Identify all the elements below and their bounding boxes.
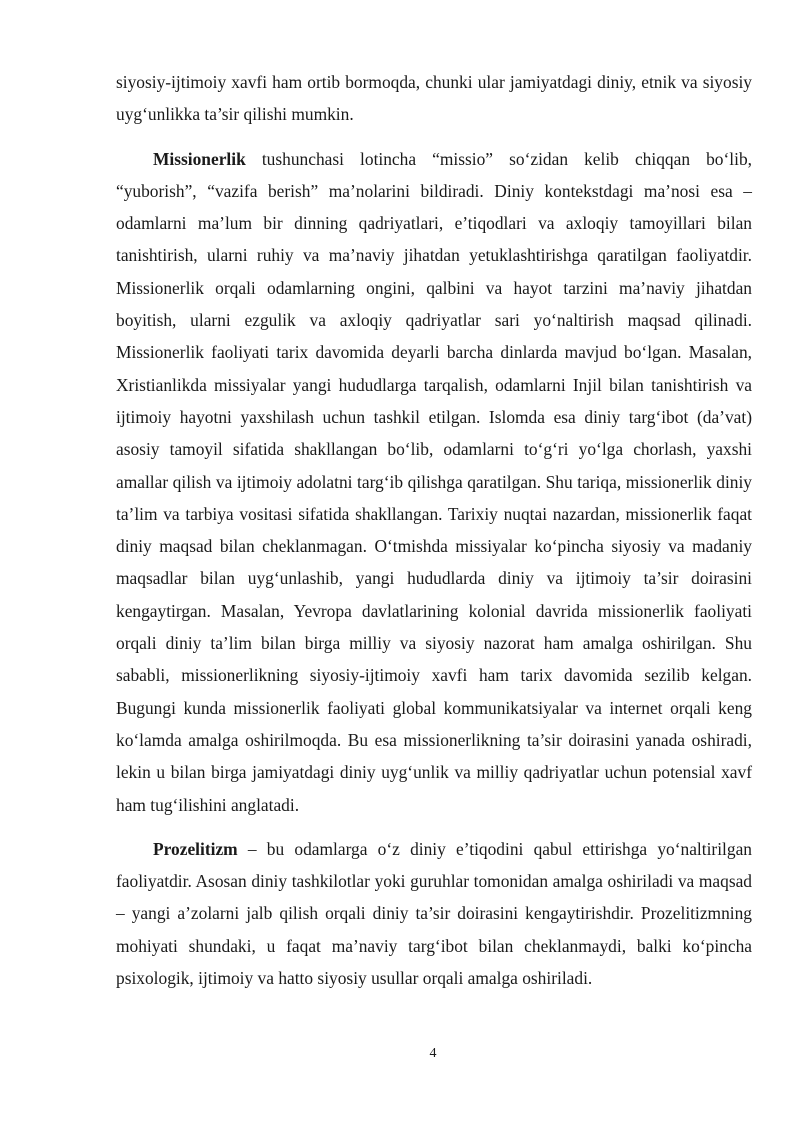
term-heading: Prozelitizm (153, 838, 238, 859)
paragraph-text: – bu odamlarga o‘z diniy e’tiqodini qabul ettirishga yo‘naltirilgan faoliyatdir. Asosan diniy tashkilotlar yoki guruhlar tomonidan amalga oshiriladi va maqsad – yangi a’zolarni jalb qilish orqali diniy ta’sir doirasini kengaytirishdir. Prozelitizmning mohiyati shundaki, u faqat ma’naviy targ‘ibot bilan cheklanmaydi, balki ko‘pincha psixologik, ijtimoiy va hatto siyosiy usullar orqali amalga oshiriladi. (116, 838, 752, 989)
paragraph-missionerlik (116, 143, 752, 821)
paragraph-prozelitizm (116, 833, 752, 994)
paragraph-text: siyosiy-ijtimoiy xavfi ham ortib bormoqda, chunki ular jamiyatdagi diniy, etnik va siyosiy uyg‘unlikka ta’sir qilishi mumkin. (116, 72, 752, 125)
paragraph-text: tushunchasi lotincha “missio” so‘zidan kelib chiqqan bo‘lib, “yuborish”, “vazifa berish” ma’nolarini bildiradi. Diniy kontekstdagi ma’nosi esa – odamlarni ma’lum bir dinning qadriyatlari, e’tiqodlari va axloqiy tamoyillari bilan tanishtirish, ularni ruhiy va ma’naviy jihatdan yetuklashtirishga qaratilgan faoliyatdir. Missionerlik orqali odamlarning ongini, qalbini va hayot tarzini ma’naviy jihatdan boyitish, ularni ezgulik va axloqiy qadriyatlar sari yo‘naltirish maqsad qilinadi. Missionerlik faoliyati tarix davomida deyarli barcha dinlarda mavjud bo‘lgan. Masalan, Xristianlikda missiyalar yangi hududlarga tarqalish, odamlarni Injil bilan tanishtirish va ijtimoiy hayotni yaxshilash uchun tashkil etilgan. Islomda esa diniy targ‘ibot (da’vat) asosiy tamoyil sifatida shakllangan bo‘lib, odamlarni to‘g‘ri yo‘lga chorlash, yaxshi amallar qilish va ijtimoiy adolatni targ‘ib qilishga qaratilgan. Shu tariqa, missionerlik diniy ta’lim va tarbiya vositasi sifatida shakllangan. Tarixiy nuqtai nazardan, missionerlik faqat diniy maqsad bilan cheklanmagan. O‘tmishda missiyalar ko‘pincha siyosiy va madaniy maqsadlar bilan uyg‘unlashib, yangi hududlarda diniy va ijtimoiy ta’sir doirasini kengaytirgan. Masalan, Yevropa davlatlarining kolonial davrida missionerlik faoliyati orqali diniy ta’lim bilan birga milliy va siyosiy nazorat ham amalga oshirilgan. Shu sababli, missionerlikning siyosiy-ijtimoiy xavfi ham tarix davomida sezilib kelgan. Bugungi kunda missionerlik faoliyati global kommunikatsiyalar va internet orqali keng ko‘lamda amalga oshirilmoqda. Bu esa missionerlikning ta’sir doirasini yanada oshiradi, lekin u bilan birga jamiyatdagi diniy uyg‘unlik va milliy qadriyatlar uchun potensial xavf ham tug‘ilishini anglatadi. (116, 148, 752, 815)
document-page (116, 66, 752, 994)
page-number: 4 (429, 1046, 437, 1061)
paragraph-continuation (116, 66, 752, 131)
term-heading: Missionerlik (153, 148, 246, 169)
